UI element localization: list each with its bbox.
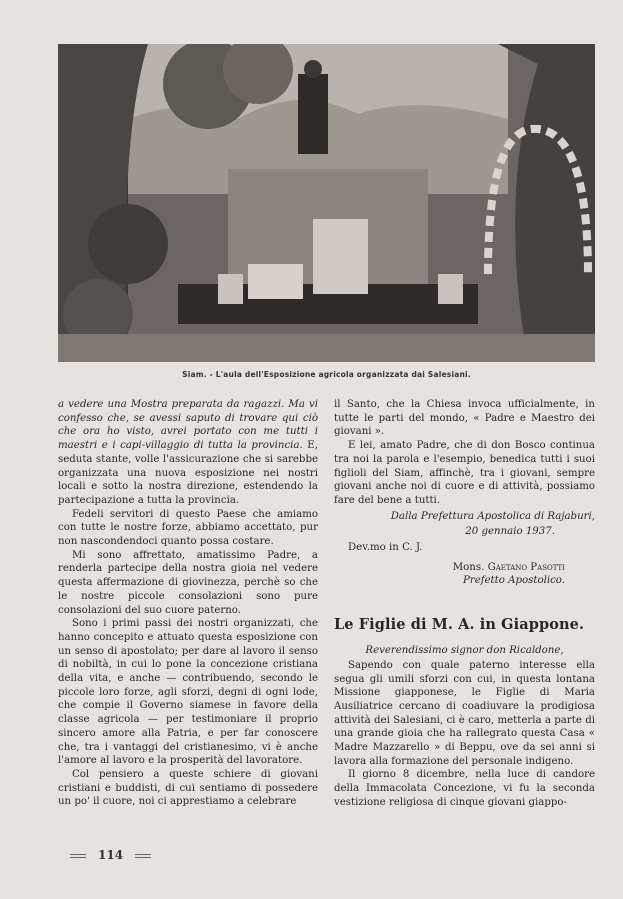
left-column: [58, 398, 318, 809]
salutation: Reverendissimo signor don Ricaldone,: [365, 645, 564, 657]
section-heading: Le Figlie di M. A. in Giappone.: [334, 616, 585, 634]
closing: Dev.mo in C. J.: [348, 542, 423, 554]
photo-caption: Siam. - L'aula dell'Esposizione agricola organizzata dai Salesiani.: [182, 370, 471, 379]
letter-date: 20 gennaio 1937.: [465, 526, 555, 538]
signature-name: Gaetano Pasotti: [487, 561, 565, 573]
text: E, seduta stante, volle l'assicurazione che si sarebbe organizzata una nuova esposizione nei nostri locali e sotto la nostra direzione, estendendo la partecipazione a tutta la provincia.: [58, 440, 318, 506]
signature: [334, 561, 595, 575]
paragraph: Col pensiero a queste schiere di giovani cristiani e buddisti, di cui sentiamo di possedere un po' il cuore, noi ci apprestiamo a celebrare: [58, 768, 318, 808]
italic-text: a vedere una Mostra preparata da ragazzi. Ma vi confesso che, se avessi saputo di trovare qui ciò che ora ho visto, avrei portato con me tutti i maestri e i capi-villaggio di tutta la provincia.: [58, 399, 318, 452]
exhibition-photo: [58, 44, 595, 362]
paragraph: Mi sono affrettato, amatissimo Padre, a renderla partecipe della nostra gioia nel vedere questa affermazione di giovinezza, perchè so che le nostre piccole consolazioni sono pure consolazioni del suo cuore paterno.: [58, 549, 318, 616]
page-number: 114: [98, 848, 124, 862]
signature-prefix: Mons.: [452, 561, 488, 573]
date-place: Dalla Prefettura Apostolica di Rajaburi,: [390, 510, 595, 522]
paragraph: Fedeli servitori di questo Paese che amiamo con tutte le nostre forze, abbiamo accettato, pur non nascondendoci quanto possa costare.: [58, 508, 318, 548]
paragraph: Sapendo con quale paterno interesse ella segua gli umili sforzi con cui, in questa lontana Missione giapponese, le Figlie di Maria Ausiliatrice cercano di coadiuvare la prodigiosa attività dei Salesiani, ci è caro, metterla a parte di una grande gioia che ha rallegrato questa Casa « Madre Mazzarello » di Beppu, ove da sei anni si lavora alla formazione del personale indigeno.: [334, 659, 595, 767]
paragraph: il Santo, che la Chiesa invoca ufficialmente, in tutte le parti del mondo, « Padre e Maestro dei giovani ».: [334, 399, 595, 438]
page-footer: [58, 848, 163, 862]
divider: [135, 854, 151, 858]
divider: [70, 854, 86, 858]
right-column: [334, 398, 595, 810]
paragraph: [58, 398, 318, 508]
paragraph: Il giorno 8 dicembre, nella luce di candore della Immacolata Concezione, vi fu la seconda vestizione religiosa di cinque giovani giappo-: [334, 769, 595, 808]
paragraph: Sono i primi passi dei nostri organizzati, che hanno concepito e attuato questa esposizione con un senso di apostolato; per dare al lavoro il senso di nobiltà, in cui lo pone la concezione cristiana della vita, e anche — contribuendo, secondo le piccole loro forze, agli sforzi, degni di ogni lode, che compie il Governo siamese in favore della classe agricola — per testimoniare il proprio sincero amore alla Patria, e per far conoscere che, tra i vantaggi del cristianesimo, vi è anche l'amore al lavoro e la prosperità del lavoratore.: [58, 618, 318, 767]
signature-title: Prefetto Apostolico.: [463, 575, 565, 587]
paragraph: E lei, amato Padre, che di don Bosco continua tra noi la parola e l'esempio, benedica tutti i suoi figlioli del Siam, affinchè, tra i giovani, sempre giovani anche noi di cuore e di attività, possiamo fare del bene a tutti.: [334, 440, 595, 506]
